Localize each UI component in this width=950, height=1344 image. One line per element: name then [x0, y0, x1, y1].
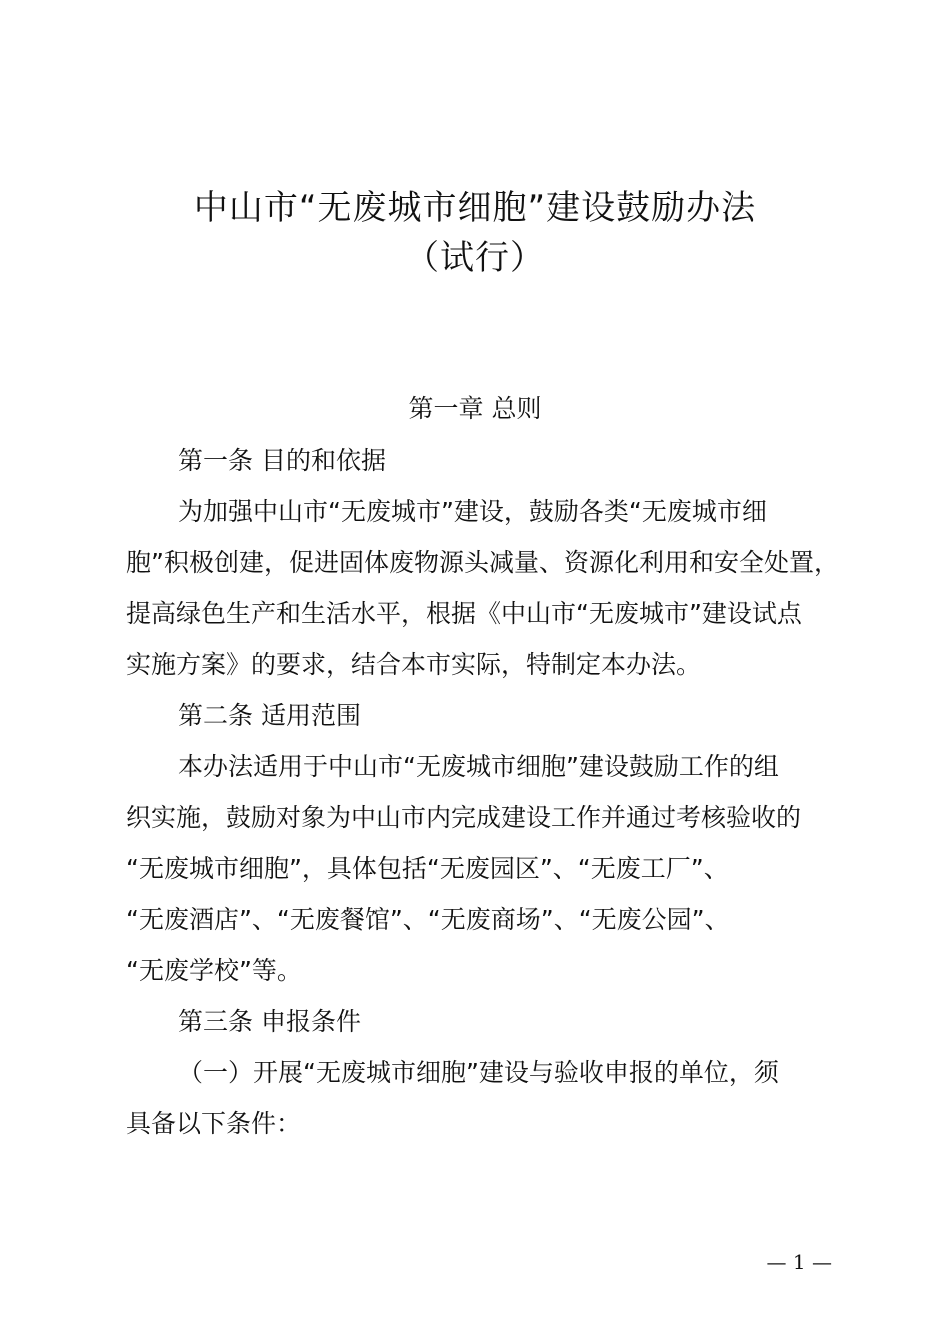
paragraph-line: 本办法适用于中山市“无废城市细胞”建设鼓励工作的组	[178, 752, 779, 781]
paragraph-line: 实施方案》的要求，结合本市实际，特制定本办法。	[126, 650, 702, 679]
page-number: — 1 —	[766, 1250, 832, 1274]
paragraph-line: “无废酒店”、“无废餐馆”、“无废商场”、“无废公园”、	[126, 905, 730, 934]
paragraph-line: 提高绿色生产和生活水平，根据《中山市“无废城市”建设试点	[126, 599, 802, 628]
document-title: 中山市“无废城市细胞”建设鼓励办法	[193, 188, 757, 228]
paragraph-line: 胞”积极创建，促进固体废物源头减量、资源化利用和安全处置，	[126, 548, 839, 577]
article-3-heading: 第三条 申报条件	[178, 1007, 361, 1036]
paragraph-line: （一）开展“无废城市细胞”建设与验收申报的单位，须	[178, 1058, 779, 1087]
paragraph-line: “无废学校”等。	[126, 956, 302, 985]
paragraph-line: 织实施，鼓励对象为中山市内完成建设工作并通过考核验收的	[126, 803, 802, 832]
paragraph-line: 具备以下条件：	[126, 1109, 302, 1138]
article-2-heading: 第二条 适用范围	[178, 701, 361, 730]
article-1-heading: 第一条 目的和依据	[178, 446, 386, 475]
chapter-heading: 第一章 总则	[408, 394, 542, 423]
paragraph-line: “无废城市细胞”，具体包括“无废园区”、“无废工厂”、	[126, 854, 729, 883]
paragraph-line: 为加强中山市“无废城市”建设，鼓励各类“无废城市细	[178, 497, 767, 526]
document-subtitle: （试行）	[405, 238, 545, 278]
